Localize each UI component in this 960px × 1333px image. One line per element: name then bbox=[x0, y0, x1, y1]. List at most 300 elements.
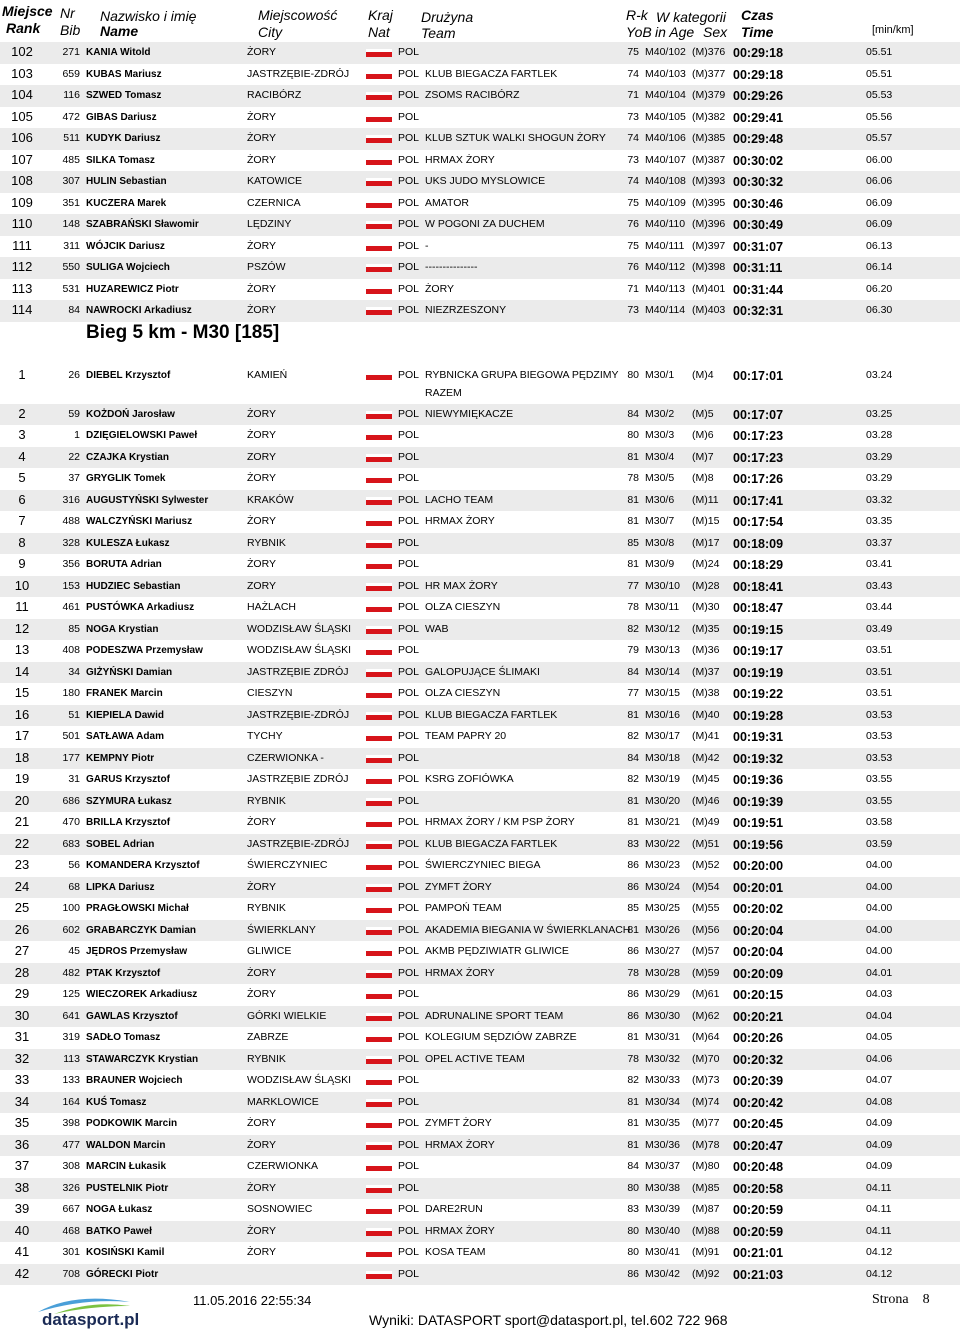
time-cell: 00:29:26 bbox=[733, 89, 784, 103]
rank-cell: 102 bbox=[11, 44, 33, 59]
pace-cell: 03.51 bbox=[866, 644, 893, 656]
bib-cell: 26 bbox=[68, 369, 80, 381]
bib-cell: 316 bbox=[62, 493, 80, 506]
pace-cell: 04.07 bbox=[866, 1074, 893, 1086]
table-row bbox=[0, 726, 960, 748]
rank-cell: 23 bbox=[14, 857, 30, 872]
sex-rank-cell: (M)397 bbox=[692, 239, 726, 252]
nat-cell: POL bbox=[398, 773, 420, 785]
yob-cell: 81 bbox=[627, 1117, 639, 1129]
poland-flag-icon bbox=[366, 991, 392, 1001]
pace-cell: 03.41 bbox=[866, 558, 893, 570]
category-cell: M30/39 bbox=[645, 1203, 681, 1215]
table-row bbox=[0, 898, 960, 920]
time-cell: 00:20:47 bbox=[733, 1138, 784, 1153]
poland-flag-icon bbox=[366, 1249, 392, 1259]
bib-cell: 461 bbox=[62, 601, 80, 613]
category-cell: M40/102 bbox=[645, 46, 686, 58]
team-cell: KLUB BIEGACZA FARTLEK bbox=[425, 67, 558, 80]
category-cell: M30/35 bbox=[645, 1117, 681, 1129]
sex-rank-cell: (M)40 bbox=[692, 708, 720, 721]
category-cell: M30/2 bbox=[645, 407, 675, 420]
category-cell: M30/32 bbox=[645, 1052, 681, 1065]
header-yob-en: YoB bbox=[626, 24, 652, 40]
poland-flag-icon bbox=[366, 669, 392, 679]
table-row bbox=[0, 1113, 960, 1135]
yob-cell: 83 bbox=[627, 1203, 639, 1215]
nat-cell: POL bbox=[398, 601, 420, 613]
time-cell: 00:20:59 bbox=[733, 1203, 784, 1217]
name-cell: PTAK Krzysztof bbox=[86, 967, 161, 979]
bib-cell: 133 bbox=[62, 1074, 80, 1086]
sex-rank-cell: (M)56 bbox=[692, 923, 720, 936]
poland-flag-icon bbox=[366, 927, 392, 937]
table-row bbox=[0, 705, 960, 727]
nat-cell: POL bbox=[398, 1160, 420, 1172]
poland-flag-icon bbox=[366, 1077, 392, 1087]
team-cell: HRMAX ŻORY bbox=[425, 1138, 495, 1151]
table-row bbox=[0, 300, 960, 322]
sex-rank-cell: (M)35 bbox=[692, 622, 720, 635]
category-cell: M40/113 bbox=[645, 282, 686, 295]
poland-flag-icon bbox=[366, 776, 392, 786]
team-cell: LACHO TEAM bbox=[425, 493, 494, 506]
sex-rank-cell: (M)385 bbox=[692, 132, 726, 144]
table-row bbox=[0, 941, 960, 963]
yob-cell: 81 bbox=[627, 558, 639, 570]
nat-cell: POL bbox=[398, 239, 420, 252]
team-cell: HR MAX ŻORY bbox=[425, 579, 498, 592]
bib-cell: 485 bbox=[62, 153, 80, 166]
category-cell: M40/107 bbox=[645, 153, 686, 166]
name-cell: PODESZWA Przemysław bbox=[86, 645, 203, 656]
sex-rank-cell: (M)387 bbox=[692, 153, 726, 166]
poland-flag-icon bbox=[366, 1206, 392, 1216]
yob-cell: 81 bbox=[627, 1138, 639, 1151]
sex-rank-cell: (M)59 bbox=[692, 966, 720, 979]
time-cell: 00:31:11 bbox=[733, 261, 783, 275]
bib-cell: 531 bbox=[62, 282, 80, 295]
name-cell: WALDON Marcin bbox=[86, 1139, 166, 1151]
bib-cell: 326 bbox=[62, 1181, 80, 1194]
nat-cell: POL bbox=[398, 687, 420, 699]
city-cell: ŻORY bbox=[247, 988, 276, 1000]
table-row bbox=[0, 533, 960, 555]
yob-cell: 81 bbox=[627, 1095, 639, 1108]
name-cell: LIPKA Dariusz bbox=[86, 881, 155, 893]
yob-cell: 78 bbox=[627, 601, 639, 613]
poland-flag-icon bbox=[366, 92, 392, 102]
header-yob-pl: R-k bbox=[626, 7, 648, 23]
category-cell: M30/31 bbox=[645, 1031, 681, 1043]
rank-cell: 13 bbox=[14, 642, 30, 657]
table-row bbox=[0, 214, 960, 236]
time-cell: 00:20:58 bbox=[733, 1181, 784, 1196]
city-cell: LĘDZINY bbox=[247, 218, 292, 230]
rank-cell: 7 bbox=[18, 513, 26, 528]
category-cell: M40/111 bbox=[645, 239, 685, 252]
name-cell: KUŚ Tomasz bbox=[86, 1096, 147, 1108]
pace-cell: 04.12 bbox=[866, 1267, 893, 1280]
team-cell: AKMB PĘDZIWIATR GLIWICE bbox=[425, 945, 569, 957]
header-category-pl: W kategorii bbox=[656, 9, 727, 25]
category-cell: M30/42 bbox=[645, 1267, 681, 1280]
yob-cell: 74 bbox=[627, 175, 639, 187]
nat-cell: POL bbox=[398, 450, 420, 463]
pace-cell: 03.24 bbox=[866, 369, 893, 381]
category-cell: M30/23 bbox=[645, 859, 681, 871]
rank-cell: 40 bbox=[14, 1222, 30, 1238]
name-cell: MARCIN Łukasik bbox=[86, 1161, 167, 1172]
rank-cell: 35 bbox=[14, 1115, 30, 1130]
category-cell: M30/7 bbox=[645, 515, 675, 527]
team-cell: HRMAX ŻORY bbox=[425, 515, 495, 527]
team-cell: NIEZRZESZONY bbox=[425, 304, 507, 316]
name-cell: PODKOWIK Marcin bbox=[86, 1118, 178, 1129]
header-city-en: City bbox=[258, 24, 283, 40]
table-row bbox=[0, 834, 960, 856]
bib-cell: 667 bbox=[62, 1203, 80, 1215]
sex-rank-cell: (M)64 bbox=[692, 1031, 720, 1043]
rank-cell: 15 bbox=[14, 685, 30, 700]
name-cell: GAWLAS Krzysztof bbox=[86, 1010, 178, 1022]
pace-cell: 03.51 bbox=[866, 687, 893, 699]
pace-cell: 03.29 bbox=[866, 450, 893, 463]
team-cell: PAMPOŃ TEAM bbox=[425, 902, 502, 914]
time-cell: 00:17:26 bbox=[733, 472, 784, 486]
bib-cell: 356 bbox=[62, 558, 80, 570]
time-cell: 00:20:59 bbox=[733, 1224, 784, 1239]
category-cell: M30/33 bbox=[645, 1074, 681, 1086]
table-row bbox=[0, 171, 960, 193]
time-cell: 00:18:29 bbox=[733, 558, 784, 572]
yob-cell: 81 bbox=[627, 493, 639, 506]
header-rank-pl: Miejsce bbox=[2, 3, 53, 19]
pace-cell: 03.25 bbox=[866, 407, 893, 420]
table-row bbox=[0, 279, 960, 301]
time-cell: 00:21:03 bbox=[733, 1267, 784, 1282]
results-table-header bbox=[0, 0, 960, 42]
nat-cell: POL bbox=[398, 730, 420, 742]
team-cell: ZYMFT ŻORY bbox=[425, 1117, 492, 1129]
name-cell: KOŻDOŃ Jarosław bbox=[86, 408, 175, 420]
name-cell: HULIN Sebastian bbox=[86, 176, 167, 187]
table-row bbox=[0, 963, 960, 985]
table-row bbox=[0, 193, 960, 215]
city-cell: RYBNIK bbox=[247, 902, 286, 914]
city-cell: KAMIEŃ bbox=[247, 369, 288, 381]
city-cell: RYBNIK bbox=[247, 536, 286, 549]
nat-cell: POL bbox=[398, 966, 420, 979]
rank-cell: 16 bbox=[14, 706, 30, 722]
bib-cell: 468 bbox=[62, 1224, 80, 1237]
table-row bbox=[0, 236, 960, 258]
name-cell: SZWED Tomasz bbox=[86, 90, 162, 101]
poland-flag-icon bbox=[366, 1099, 392, 1109]
yob-cell: 85 bbox=[627, 536, 639, 549]
time-cell: 00:29:41 bbox=[733, 110, 784, 125]
rank-cell: 20 bbox=[14, 792, 30, 808]
bib-cell: 351 bbox=[62, 196, 80, 209]
pace-cell: 06.20 bbox=[866, 282, 893, 295]
rank-cell: 29 bbox=[14, 986, 30, 1001]
sex-rank-cell: (M)4 bbox=[692, 369, 714, 381]
pace-cell: 04.01 bbox=[866, 966, 893, 979]
rank-cell: 4 bbox=[18, 448, 26, 464]
bib-cell: 100 bbox=[62, 902, 80, 914]
nat-cell: POL bbox=[398, 1138, 420, 1151]
poland-flag-icon bbox=[366, 540, 392, 550]
rank-cell: 11 bbox=[15, 599, 29, 614]
name-cell: GÓRECKI Piotr bbox=[86, 1268, 159, 1280]
time-cell: 00:18:41 bbox=[733, 579, 784, 594]
nat-cell: POL bbox=[398, 515, 420, 527]
bib-cell: 686 bbox=[62, 794, 80, 807]
time-cell: 00:19:22 bbox=[733, 687, 784, 701]
time-cell: 00:20:00 bbox=[733, 859, 784, 873]
table-row bbox=[0, 920, 960, 942]
logo-text: datasport.pl bbox=[42, 1310, 140, 1329]
rank-cell: 39 bbox=[14, 1201, 30, 1216]
pace-cell: 05.51 bbox=[866, 67, 893, 80]
name-cell: KUBAS Mariusz bbox=[86, 68, 162, 80]
team-cell: --------------- bbox=[425, 261, 478, 273]
nat-cell: POL bbox=[398, 493, 420, 506]
pace-cell: 03.53 bbox=[866, 751, 893, 764]
bib-cell: 34 bbox=[68, 665, 80, 678]
category-cell: M30/21 bbox=[645, 816, 681, 828]
name-cell: WÓJCIK Dariusz bbox=[86, 240, 165, 252]
bib-cell: 602 bbox=[62, 923, 80, 936]
yob-cell: 74 bbox=[627, 67, 639, 80]
poland-flag-icon bbox=[366, 561, 392, 571]
nat-cell: POL bbox=[398, 859, 420, 871]
team-cell: DARE2RUN bbox=[425, 1203, 483, 1215]
results-credits: Wyniki: DATASPORT sport@datasport.pl, tel.602 722 968 bbox=[369, 1312, 728, 1328]
yob-cell: 80 bbox=[627, 1246, 639, 1258]
yob-cell: 82 bbox=[627, 1074, 639, 1086]
header-nat-en: Nat bbox=[368, 24, 390, 40]
city-cell: JASTRZĘBIE ZDRÓJ bbox=[247, 773, 349, 785]
header-city-pl: Miejscowość bbox=[258, 7, 338, 23]
yob-cell: 80 bbox=[627, 1181, 639, 1194]
rank-cell: 6 bbox=[18, 491, 26, 507]
poland-flag-icon bbox=[366, 690, 392, 700]
sex-rank-cell: (M)77 bbox=[692, 1117, 720, 1129]
sex-rank-cell: (M)73 bbox=[692, 1074, 720, 1086]
city-cell: GLIWICE bbox=[247, 945, 292, 957]
table-row bbox=[0, 1221, 960, 1243]
city-cell: ŻORY bbox=[247, 153, 276, 166]
name-cell: KULESZA Łukasz bbox=[86, 537, 170, 549]
bib-cell: 398 bbox=[62, 1117, 80, 1129]
poland-flag-icon bbox=[366, 1142, 392, 1152]
poland-flag-icon bbox=[366, 264, 392, 274]
nat-cell: POL bbox=[398, 1203, 420, 1215]
print-timestamp: 11.05.2016 22:55:34 bbox=[193, 1293, 312, 1308]
bib-cell: 22 bbox=[68, 450, 80, 463]
pace-cell: 03.43 bbox=[866, 579, 893, 592]
yob-cell: 81 bbox=[627, 1031, 639, 1043]
team-cell: KLUB BIEGACZA FARTLEK bbox=[425, 837, 558, 850]
header-rank-en: Rank bbox=[6, 20, 41, 36]
pace-cell: 04.11 bbox=[866, 1181, 892, 1194]
bib-cell: 328 bbox=[62, 536, 80, 549]
city-cell: PSZÓW bbox=[247, 261, 286, 273]
bib-cell: 59 bbox=[68, 407, 80, 420]
city-cell: GÓRKI WIELKIE bbox=[247, 1009, 327, 1022]
poland-flag-icon bbox=[366, 307, 392, 317]
nat-cell: POL bbox=[398, 218, 420, 230]
time-cell: 00:20:09 bbox=[733, 966, 784, 981]
poland-flag-icon bbox=[366, 286, 392, 296]
time-cell: 00:29:18 bbox=[733, 67, 784, 82]
time-cell: 00:20:32 bbox=[733, 1052, 784, 1067]
bib-cell: 408 bbox=[62, 644, 80, 656]
name-cell: NOGA Krystian bbox=[86, 623, 159, 635]
city-cell: ŻORY bbox=[247, 110, 276, 123]
time-cell: 00:20:15 bbox=[733, 988, 784, 1002]
city-cell: JASTRZĘBIE-ZDRÓJ bbox=[247, 67, 350, 80]
city-cell: RYBNIK bbox=[247, 794, 286, 807]
bib-cell: 482 bbox=[62, 966, 80, 979]
category-cell: M30/11 bbox=[645, 601, 680, 613]
yob-cell: 83 bbox=[627, 837, 639, 850]
name-cell: BRILLA Krzysztof bbox=[86, 817, 171, 828]
nat-cell: POL bbox=[398, 923, 420, 936]
name-cell: GRYGLIK Tomek bbox=[86, 473, 166, 484]
category-cell: M40/103 bbox=[645, 67, 686, 80]
city-cell: JASTRZĘBIE-ZDRÓJ bbox=[247, 837, 350, 850]
rank-cell: 36 bbox=[14, 1136, 30, 1152]
category-cell: M30/8 bbox=[645, 536, 675, 549]
poland-flag-icon bbox=[366, 970, 392, 980]
city-cell: RYBNIK bbox=[247, 1052, 286, 1065]
nat-cell: POL bbox=[398, 837, 420, 850]
page-footer bbox=[0, 1285, 960, 1333]
name-cell: GRABARCZYK Damian bbox=[86, 924, 197, 936]
sex-rank-cell: (M)54 bbox=[692, 880, 720, 893]
table-row bbox=[0, 1242, 960, 1264]
name-cell: DIEBEL Krzysztof bbox=[86, 370, 171, 381]
time-cell: 00:30:02 bbox=[733, 153, 784, 168]
city-cell: ŻORY bbox=[247, 239, 276, 252]
team-cell: UKS JUDO MYSLOWICE bbox=[425, 175, 546, 187]
time-cell: 00:20:42 bbox=[733, 1095, 784, 1110]
yob-cell: 86 bbox=[627, 880, 639, 893]
city-cell: ZORY bbox=[247, 450, 276, 463]
rank-cell: 22 bbox=[14, 835, 30, 851]
pace-cell: 03.35 bbox=[866, 515, 893, 527]
name-cell: SOBEL Adrian bbox=[86, 838, 155, 850]
poland-flag-icon bbox=[366, 243, 392, 253]
pace-cell: 04.06 bbox=[866, 1052, 893, 1065]
name-cell: JĘDROS Przemysław bbox=[86, 946, 188, 957]
time-cell: 00:19:17 bbox=[733, 644, 784, 658]
table-row bbox=[0, 257, 960, 279]
category-cell: M30/5 bbox=[645, 472, 675, 484]
sex-rank-cell: (M)30 bbox=[692, 601, 720, 613]
sex-rank-cell: (M)80 bbox=[692, 1160, 720, 1172]
poland-flag-icon bbox=[366, 178, 392, 188]
bib-cell: 37 bbox=[68, 472, 80, 484]
time-cell: 00:20:45 bbox=[733, 1117, 784, 1131]
yob-cell: 86 bbox=[627, 988, 639, 1000]
table-row bbox=[0, 1135, 960, 1157]
nat-cell: POL bbox=[398, 1052, 420, 1065]
sex-rank-cell: (M)42 bbox=[692, 751, 720, 764]
city-cell: TYCHY bbox=[247, 730, 283, 742]
bib-cell: 641 bbox=[62, 1009, 80, 1022]
name-cell: CZAJKA Krystian bbox=[86, 451, 169, 463]
rank-cell: 24 bbox=[14, 878, 30, 894]
pace-cell: 03.58 bbox=[866, 816, 893, 828]
sex-rank-cell: (M)393 bbox=[692, 175, 726, 187]
nat-cell: POL bbox=[398, 708, 420, 721]
sex-rank-cell: (M)15 bbox=[692, 515, 720, 527]
time-cell: 00:19:56 bbox=[733, 837, 784, 852]
name-cell: NOGA Łukasz bbox=[86, 1204, 153, 1215]
sex-rank-cell: (M)37 bbox=[692, 665, 720, 678]
time-cell: 00:32:31 bbox=[733, 304, 784, 318]
pace-cell: 03.37 bbox=[866, 536, 893, 549]
poland-flag-icon bbox=[366, 475, 392, 485]
sex-rank-cell: (M)88 bbox=[692, 1224, 720, 1237]
pace-cell: 03.53 bbox=[866, 708, 893, 721]
name-cell: SADŁO Tomasz bbox=[86, 1032, 161, 1043]
section-title: Bieg 5 km - M30 [185] bbox=[86, 322, 280, 343]
poland-flag-icon bbox=[366, 1056, 392, 1066]
team-cell: ŚWIERCZYNIEC BIEGA bbox=[425, 859, 541, 871]
header-time-en: Time bbox=[741, 24, 774, 40]
city-cell: CIESZYN bbox=[247, 687, 293, 699]
time-cell: 00:31:44 bbox=[733, 282, 784, 297]
nat-cell: POL bbox=[398, 816, 420, 828]
pace-cell: 05.57 bbox=[866, 132, 893, 144]
bib-cell: 51 bbox=[68, 708, 80, 721]
bib-cell: 56 bbox=[68, 859, 80, 871]
rank-cell: 14 bbox=[14, 663, 30, 679]
rank-cell: 27 bbox=[14, 943, 30, 958]
sex-rank-cell: (M)91 bbox=[692, 1246, 720, 1258]
name-cell: AUGUSTYŃSKI Sylwester bbox=[86, 494, 209, 506]
time-cell: 00:20:39 bbox=[733, 1074, 784, 1088]
table-row bbox=[0, 107, 960, 129]
category-cell: M30/4 bbox=[645, 450, 675, 463]
category-cell: M30/36 bbox=[645, 1138, 681, 1151]
table-row bbox=[0, 490, 960, 512]
poland-flag-icon bbox=[366, 1163, 392, 1173]
rank-cell: 10 bbox=[14, 577, 30, 593]
pace-cell: 04.00 bbox=[866, 859, 893, 871]
team-cell: KLUB SZTUK WALKI SHOGUN ŻORY bbox=[425, 132, 606, 144]
pace-cell: 03.55 bbox=[866, 794, 893, 807]
bib-cell: 472 bbox=[62, 110, 80, 123]
rank-cell: 17 bbox=[14, 728, 30, 743]
name-cell: BATKO Paweł bbox=[86, 1225, 152, 1237]
sex-rank-cell: (M)6 bbox=[692, 429, 714, 441]
table-row bbox=[0, 683, 960, 705]
sex-rank-cell: (M)401 bbox=[692, 282, 726, 295]
time-cell: 00:17:01 bbox=[733, 369, 784, 383]
city-cell: ŚWIERCZYNIEC bbox=[247, 859, 328, 871]
city-cell: CZERNICA bbox=[247, 196, 301, 209]
time-cell: 00:19:36 bbox=[733, 773, 784, 787]
nat-cell: POL bbox=[398, 282, 420, 295]
table-row bbox=[0, 597, 960, 619]
team-cell: KOSA TEAM bbox=[425, 1246, 486, 1258]
name-cell: WIECZOREK Arkadiusz bbox=[86, 989, 198, 1000]
